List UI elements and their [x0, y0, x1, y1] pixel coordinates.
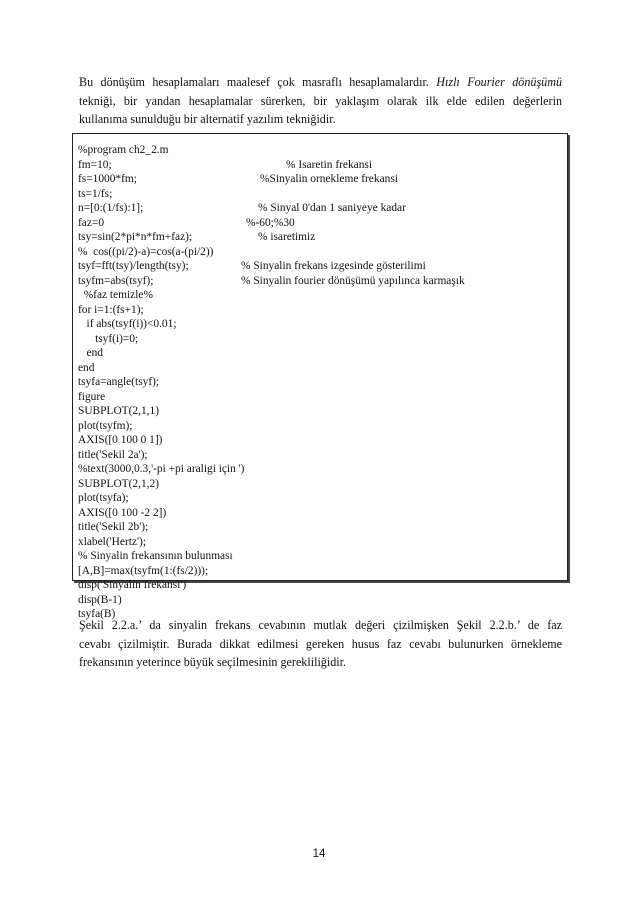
code-line [78, 259, 426, 273]
code-statement: plot(tsyfa); [78, 492, 129, 504]
intro-line-3: kullanıma sunulduğu bir alternatif yazılım tekniğidir. [79, 112, 336, 126]
code-line [78, 346, 103, 360]
code-line [78, 433, 162, 447]
code-statement: disp(B-1) [78, 593, 122, 606]
code-line [78, 593, 122, 607]
code-line [78, 216, 295, 230]
code-comment: % Sinyal 0'dan 1 saniyeye kadar [258, 202, 406, 214]
code-line [78, 520, 148, 534]
code-statement: end [78, 347, 103, 359]
code-line [78, 274, 465, 288]
code-line [78, 172, 398, 186]
code-statement: end [78, 361, 95, 374]
code-line [78, 419, 132, 433]
code-statement: ts=1/fs; [78, 187, 113, 200]
code-comment: %Sinyalin ornekleme frekansi [260, 173, 398, 185]
code-statement: n=[0:(1/fs):1]; [78, 202, 144, 214]
code-listing-box [72, 133, 568, 620]
page-number: 14 [312, 848, 326, 860]
code-line [78, 201, 406, 215]
code-statement: tsyfa(B) [78, 608, 116, 620]
code-comment: %-60;%30 [246, 216, 295, 229]
code-line [78, 143, 168, 157]
intro-paragraph [79, 73, 562, 129]
code-statement: if abs(tsyf(i))<0.01; [78, 318, 177, 330]
code-statement: faz=0 [78, 216, 105, 229]
code-statement: SUBPLOT(2,1,2) [78, 477, 160, 490]
code-comment: % Isaretin frekansi [286, 158, 373, 171]
code-line [78, 230, 316, 244]
code-statement: for i=1:(fs+1); [78, 303, 144, 316]
code-statement: tsyf=fft(tsy)/length(tsy); [78, 260, 189, 272]
code-statement: SUBPLOT(2,1,1) [78, 405, 160, 417]
code-statement: figure [78, 390, 106, 403]
code-line [78, 535, 146, 549]
outro-line-1: Şekil 2.2.a.’ da sinyalin frekans cevabının mutlak değeri çizilmişken Şekil 2.2.b.’ de faz [79, 618, 562, 632]
code-comment: % isaretimiz [258, 231, 316, 243]
intro-line-2: tekniği, bir yandan hesaplamalar sürerken, bir yaklaşım olarak ilk elde edilen değerlerin [79, 93, 562, 108]
code-line [78, 462, 244, 476]
code-statement: xlabel('Hertz'); [78, 535, 146, 548]
code-line [78, 245, 213, 259]
code-line [78, 375, 159, 389]
outro-line-3: frekansının yeterince büyük seçilmesinin gerekliliğidir. [79, 655, 346, 669]
code-statement: %faz temizle% [78, 289, 153, 301]
outro-paragraph [79, 616, 562, 672]
code-statement: AXIS([0 100 -2 2]) [78, 506, 167, 519]
code-line [78, 158, 373, 172]
outro-line-2: cevabı çizilmiştir. Burada dikkat edilmesi gereken husus faz cevabı bulunurken örnekleme [79, 636, 562, 651]
code-line [78, 578, 186, 592]
code-statement: % Sinyalin frekansının bulunması [78, 550, 233, 562]
code-comment: % Sinyalin fourier dönüşümü yapılınca karmaşık [241, 274, 465, 287]
code-statement: title('Sekil 2a'); [78, 448, 148, 461]
code-statement: fm=10; [78, 158, 112, 171]
code-statement: tsy=sin(2*pi*n*fm+faz); [78, 231, 193, 243]
code-statement: fs=1000*fm; [78, 173, 137, 185]
code-line [78, 317, 176, 331]
code-line [78, 564, 208, 578]
code-line [78, 288, 153, 302]
code-line [78, 361, 94, 375]
code-line [78, 303, 144, 317]
code-line [78, 187, 112, 201]
code-statement: [A,B]=max(tsyfm(1:(fs/2))); [78, 564, 209, 577]
code-statement: plot(tsyfm); [78, 419, 133, 432]
code-line [78, 491, 129, 505]
code-line [78, 549, 233, 563]
code-statement: tsyf(i)=0; [78, 332, 139, 345]
code-line [78, 477, 159, 491]
code-line [78, 506, 166, 520]
code-statement: AXIS([0 100 0 1]) [78, 434, 163, 446]
code-comment: % Sinyalin frekans izgesinde gösterilimi [241, 260, 426, 272]
code-statement: %text(3000,0.3,'-pi +pi araligi için ') [78, 463, 245, 475]
code-line [78, 404, 159, 418]
code-statement: tsyfm=abs(tsyf); [78, 274, 154, 287]
code-statement: title('Sekil 2b'); [78, 521, 149, 533]
code-line [78, 390, 105, 404]
code-statement: tsyfa=angle(tsyf); [78, 376, 160, 388]
intro-italic-term: Hızlı Fourier dönüşümü [436, 75, 562, 89]
code-statement: disp('Sinyalin frekansi') [78, 579, 187, 591]
code-statement: % cos((pi/2)-a)=cos(a-(pi/2)) [78, 245, 214, 258]
code-statement: %program ch2_2.m [78, 144, 169, 156]
code-line [78, 332, 138, 346]
intro-line-1: Bu dönüşüm hesaplamaları maalesef çok masraflı hesaplamalardır. Hızlı Fourier dönüşümü [79, 75, 562, 89]
code-line [78, 448, 148, 462]
